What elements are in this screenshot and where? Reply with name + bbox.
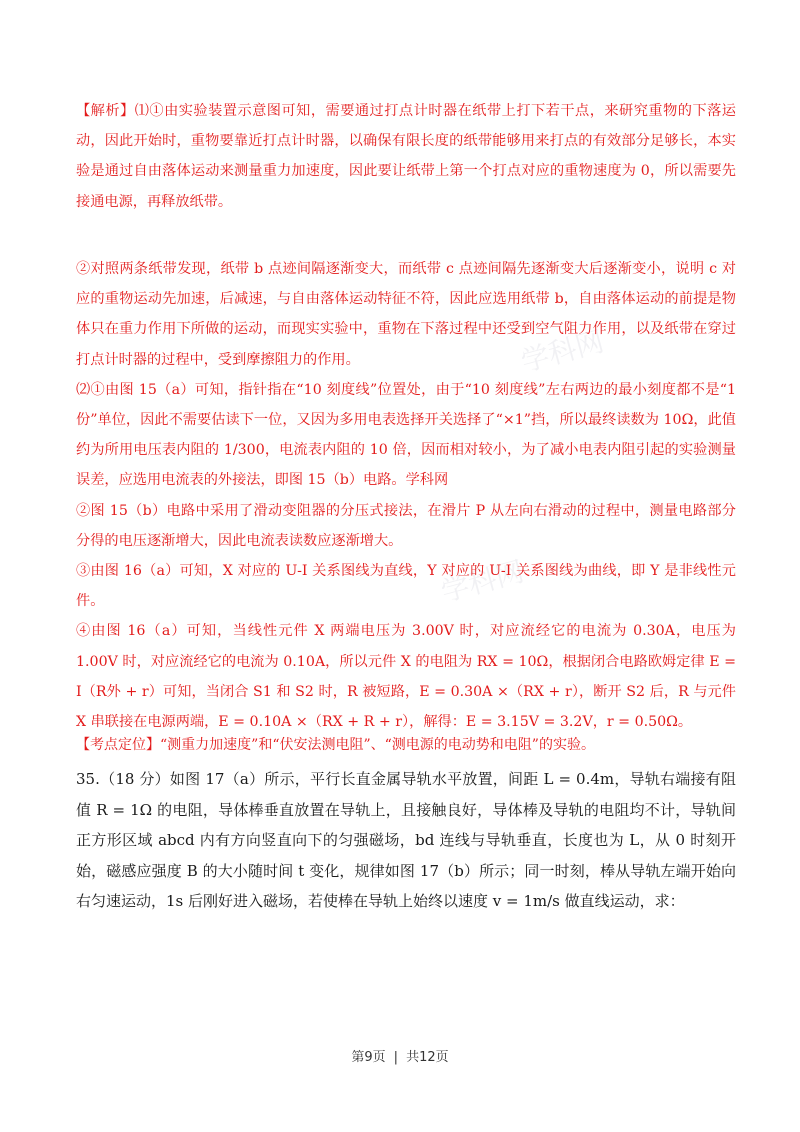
page-total: 共12页: [406, 1050, 449, 1065]
analysis-block: [76, 96, 736, 217]
analysis-paragraph-3: ⑵①由图 15（a）可知，指针指在“10 刻度线”位置处，由于“10 刻度线”左右两边的最小刻度都不是“1 份”单位，因此不需要估读下一位，又因为多用电表选择开关选择了“×1”挡，所以最终读数为 10Ω，此值约为所用电压表内阻的 1/300，电流表内阻的 10 倍，因而相对较小，为了减小电表内阻引起的实验测量误差，应选用电流表的外接法，即图 15（b）电路。学科网: [76, 381, 736, 489]
footer-separator: |: [393, 1050, 399, 1065]
page-footer: [0, 1046, 800, 1065]
analysis-paragraph-2: ②对照两条纸带发现，纸带 b 点迹间隔逐渐变大，而纸带 c 点迹间隔先逐渐变大后逐渐变小，说明 c 对应的重物运动先加速，后减速，与自由落体运动特征不符，因此应选用纸带 b，自由落体运动的前提是物体只在重力作用下所做的运动，而现实实验中，重物在下落过程中还受到空气阻力作用，以及纸带在穿过打点计时器的过程中，受到摩擦阻力的作用。: [76, 261, 736, 368]
analysis-paragraph-4: ②图 15（b）电路中采用了滑动变阻器的分压式接法，在滑片 P 从左向右滑动的过程中，测量电路部分分得的电压逐渐增大，因此电流表读数应逐渐增大。: [76, 502, 736, 549]
watermark: 学科网: [437, 554, 528, 609]
key-point-block: [76, 730, 736, 761]
analysis-paragraph-5: ③由图 16（a）可知，X 对应的 U-I 关系图线为直线，Y 对应的 U-I 关系图线为曲线，即 Y 是非线性元件。: [76, 563, 736, 610]
key-point-text: 【考点定位】“测重力加速度”和“伏安法测电阻”、“测电源的电动势和电阻”的实验。: [76, 737, 595, 753]
page-number: 第9页: [351, 1050, 386, 1065]
question-block: [76, 764, 736, 917]
analysis-paragraph-1: 【解析】⑴①由实验装置示意图可知，需要通过打点计时器在纸带上打下若干点，来研究重物的下落运动，因此开始时，重物要靠近打点计时器，以确保有限长度的纸带能够用来打点的有效部分足够长，本实验是通过自由落体运动来测量重力加速度，因此要让纸带上第一个打点对应的重物速度为 0，所以需要先接通电源，再释放纸带。: [76, 103, 736, 210]
analysis-block: [76, 254, 736, 737]
analysis-paragraph-6: ④由图 16（a）可知，当线性元件 X 两端电压为 3.00V 时，对应流经它的电流为 0.30A，电压为 1.00V 时，对应流经它的电流为 0.10A，所以元件 X 的电阻为 RX = 10Ω，根据闭合电路欧姆定律 E = I（R外 + r）可知，当闭合 S1 和 S2 时，R 被短路，E = 0.30A ×（RX + r），断开 S2 后，R 与元件 X 串联接在电源两端，E = 0.10A ×（RX + R + r），解得：E = 3.15V = 3.2V，r = 0.50Ω。: [76, 623, 736, 731]
key-point: [76, 730, 736, 761]
question-35: 35.（18 分）如图 17（a）所示，平行长直金属导轨水平放置，间距 L = 0.4m，导轨右端接有阻值 R = 1Ω 的电阻，导体棒垂直放置在导轨上，且接触良好，导体棒及导轨的电阻均不计，导轨间正方形区域 abcd 内有方向竖直向下的匀强磁场，bd 连线与导轨垂直，长度也为 L，从 0 时刻开始，磁感应强度 B 的大小随时间 t 变化，规律如图 17（b）所示；同一时刻，棒从导轨左端开始向右匀速运动，1s 后刚好进入磁场，若使棒在导轨上始终以速度 v = 1m/s 做直线运动，求：: [76, 770, 736, 911]
watermark: 学科网: [517, 324, 608, 379]
